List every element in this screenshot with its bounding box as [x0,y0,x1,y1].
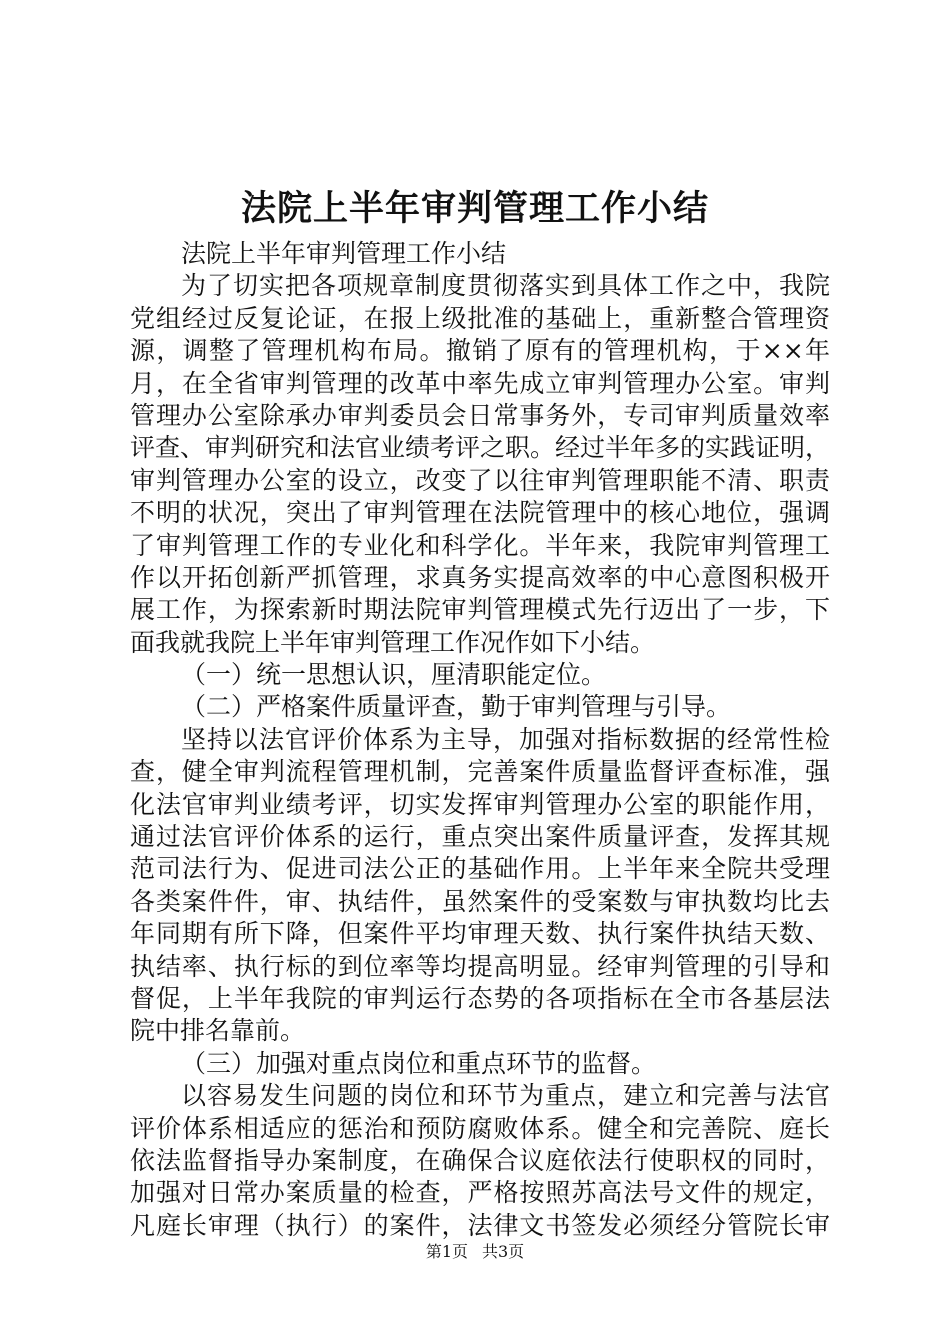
text-line: 面我就我院上半年审判管理工作况作如下小结。 [130,627,656,657]
page-number: 第1页 [425,1242,468,1261]
text-line: 通过法官评价体系的运行，重点突出案件质量评查，发挥其规 [130,822,830,852]
text-line: （一）统一思想认识，厘清职能定位。 [181,660,607,690]
text-line: 党组经过反复论证，在报上级批准的基础上，重新整合管理资 [130,303,830,333]
text-line: 以容易发生问题的岗位和环节为重点，建立和完善与法官 [181,1081,830,1111]
text-line: 执结率、执行标的到位率等均提高明显。经审判管理的引导和 [130,951,830,981]
text-line: 评查、审判研究和法官业绩考评之职。经过半年多的实践证明， [130,433,831,463]
text-line: 查，健全审判流程管理机制，完善案件质量监督评查标准，强 [130,757,830,787]
text-line: 审判管理办公室的设立，改变了以往审判管理职能不清、职责 [130,465,830,495]
text-line: 管理办公室除承办审判委员会日常事务外，专司审判质量效率 [130,400,830,430]
text-line: 各类案件件，审、执结件，虽然案件的受案数与审执数均比去 [130,886,830,916]
text-line: 凡庭长审理（执行）的案件，法律文书签发必须经分管院长审 [130,1210,830,1240]
text-line: 源，调整了管理机构布局。撤销了原有的管理机构，于××年 [130,336,830,366]
text-line: （三）加强对重点岗位和重点环节的监督。 [181,1048,657,1078]
text-line: 评价体系相适应的惩治和预防腐败体系。健全和完善院、庭长 [130,1113,830,1143]
text-line: 督促，上半年我院的审判运行态势的各项指标在全市各基层法 [130,983,830,1013]
text-line: 依法监督指导办案制度，在确保合议庭依法行使职权的同时， [130,1145,830,1175]
document-title: 法院上半年审判管理工作小结 [240,188,709,229]
page-total: 共3页 [482,1242,525,1261]
text-line: 年同期有所下降，但案件平均审理天数、执行案件执结天数、 [130,919,830,949]
text-line: 化法官审判业绩考评，切实发挥审判管理办公室的职能作用， [130,789,830,819]
text-line: 展工作，为探索新时期法院审判管理模式先行迈出了一步，下 [130,595,830,625]
text-line: 加强对日常办案质量的检查，严格按照苏高法号文件的规定， [130,1178,830,1208]
text-line: 作以开拓创新严抓管理，求真务实提高效率的中心意图积极开 [130,562,830,592]
document-body [130,238,830,1242]
text-line: 月，在全省审判管理的改革中率先成立审判管理办公室。审判 [130,368,830,398]
text-line: 了审判管理工作的专业化和科学化。半年来，我院审判管理工 [130,530,830,560]
text-line: 范司法行为、促进司法公正的基础作用。上半年来全院共受理 [130,854,830,884]
text-line: 院中排名靠前。 [130,1016,306,1046]
text-line: 坚持以法官评价体系为主导，加强对指标数据的经常性检 [181,724,830,754]
text-line: 为了切实把各项规章制度贯彻落实到具体工作之中，我院 [181,271,830,301]
text-line: 不明的状况，突出了审判管理在法院管理中的核心地位，强调 [130,498,830,528]
page-footer [0,1240,950,1264]
text-line: 法院上半年审判管理工作小结 [181,239,507,268]
text-line: （二）严格案件质量评查，勤于审判管理与引导。 [181,692,732,722]
